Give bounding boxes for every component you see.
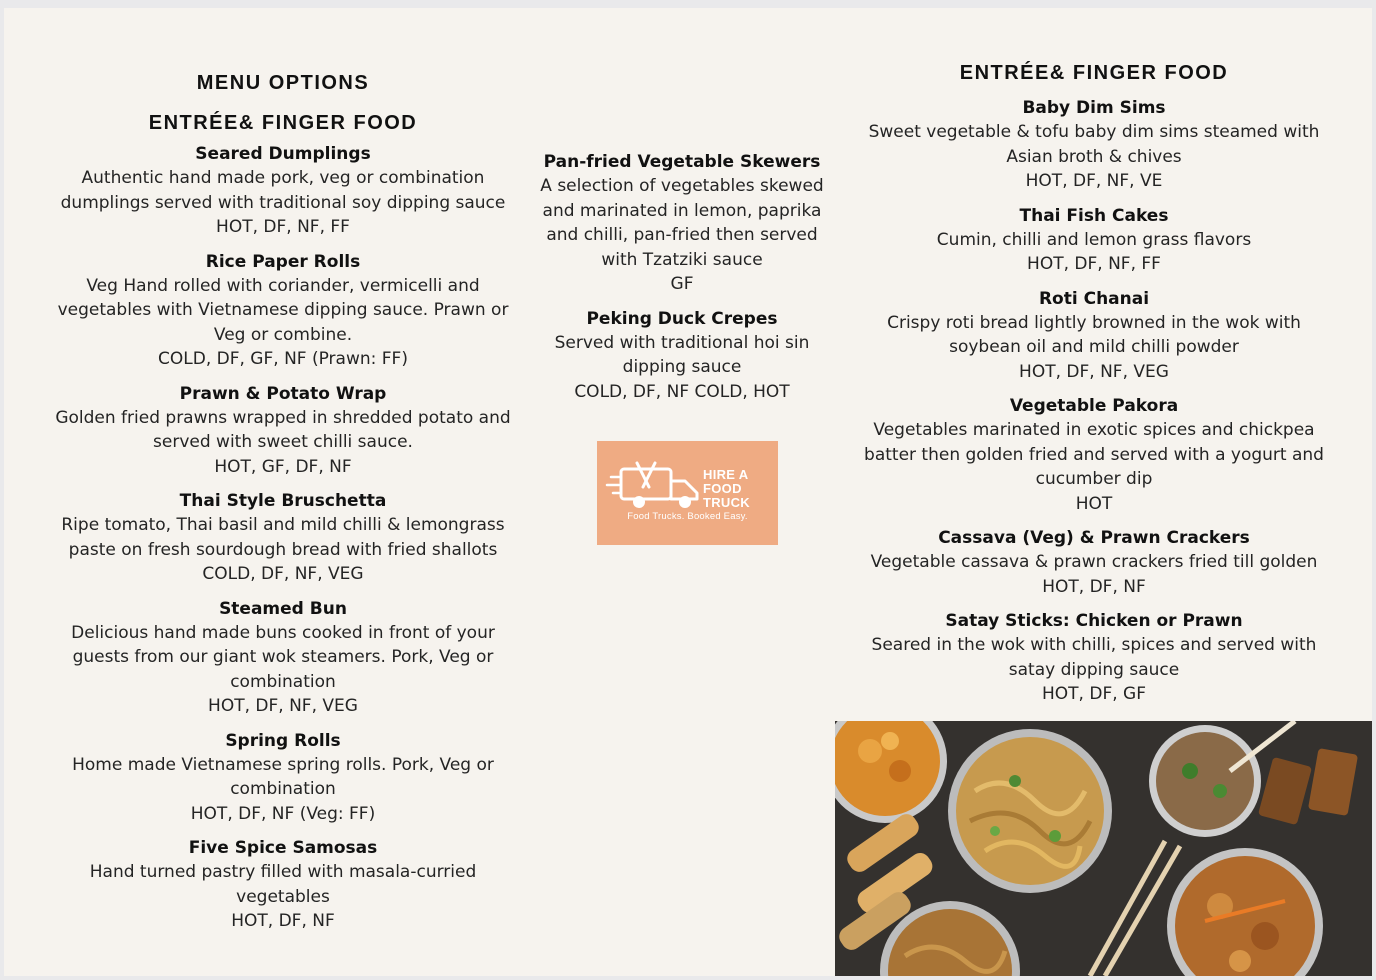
item-tags: HOT, DF, NF (Veg: FF) bbox=[190, 803, 376, 824]
menu-item bbox=[856, 204, 1332, 277]
item-tags: HOT bbox=[1075, 493, 1113, 514]
item-tags: COLD, DF, NF, VEG bbox=[202, 564, 364, 584]
item-name: Prawn & Potato Wrap bbox=[179, 383, 387, 404]
item-description: Sweet vegetable & tofu baby dim sims steamed with Asian broth & chives bbox=[868, 122, 1320, 167]
menu-item bbox=[48, 382, 518, 480]
food-platter-image bbox=[835, 721, 1372, 976]
menu-title: MENU OPTIONS bbox=[196, 72, 370, 94]
logo-line-2: FOOD bbox=[703, 481, 742, 496]
food-truck-icon bbox=[597, 441, 778, 545]
item-tags: HOT, DF, NF, VE bbox=[1025, 171, 1163, 191]
hire-a-food-truck-logo bbox=[597, 441, 778, 545]
item-tags: COLD, DF, NF COLD, HOT bbox=[574, 381, 790, 402]
item-name: Rice Paper Rolls bbox=[205, 251, 361, 272]
menu-item bbox=[532, 307, 832, 405]
menu-item bbox=[856, 96, 1332, 194]
menu-item bbox=[48, 836, 518, 934]
right-column bbox=[856, 60, 1332, 717]
item-name: Satay Sticks: Chicken or Prawn bbox=[945, 611, 1243, 631]
item-description: Seared in the wok with chilli, spices and served with satay dipping sauce bbox=[871, 635, 1317, 680]
item-name: Roti Chanai bbox=[1038, 288, 1150, 309]
item-tags: HOT, DF, NF bbox=[1042, 576, 1146, 597]
logo-tagline: Food Trucks. Booked Easy. bbox=[627, 511, 748, 522]
menu-item bbox=[856, 609, 1332, 707]
item-description: Ripe tomato, Thai basil and mild chilli & lemongrass paste on fresh sourdough bread with fried shallots bbox=[61, 515, 505, 560]
item-description: Home made Vietnamese spring rolls. Pork, Veg or combination bbox=[72, 754, 494, 799]
item-tags: GF bbox=[670, 274, 694, 294]
item-name: Vegetable Pakora bbox=[1009, 396, 1179, 416]
menu-page bbox=[4, 8, 1372, 976]
item-tags: HOT, DF, NF, VEG bbox=[1019, 361, 1169, 382]
item-name: Seared Dumplings bbox=[195, 144, 371, 164]
item-description: A selection of vegetables skewed and marinated in lemon, paprika and chilli, pan-fried then served with Tzatziki sauce bbox=[540, 176, 824, 270]
item-description: Vegetable cassava & prawn crackers fried till golden bbox=[870, 552, 1318, 572]
item-tags: HOT, DF, GF bbox=[1042, 684, 1146, 704]
menu-item bbox=[48, 729, 518, 827]
menu-item bbox=[856, 526, 1332, 599]
item-name: Five Spice Samosas bbox=[188, 838, 378, 858]
item-description: Vegetables marinated in exotic spices and chickpea batter then golden fried and served with a yogurt and cucumber dip bbox=[864, 420, 1324, 489]
menu-item bbox=[48, 489, 518, 587]
item-description: Cumin, chilli and lemon grass flavors bbox=[936, 229, 1252, 250]
item-tags: HOT, GF, DF, NF bbox=[214, 456, 352, 477]
logo-line-3: TRUCK bbox=[703, 495, 750, 510]
left-column bbox=[48, 70, 518, 944]
item-name: Thai Style Bruschetta bbox=[179, 491, 387, 511]
item-tags: HOT, DF, NF, FF bbox=[1027, 254, 1161, 274]
menu-item bbox=[48, 250, 518, 372]
item-description: Hand turned pastry filled with masala-curried vegetables bbox=[89, 862, 477, 907]
item-description: Golden fried prawns wrapped in shredded potato and served with sweet chilli sauce. bbox=[55, 407, 511, 452]
item-name: Peking Duck Crepes bbox=[586, 308, 778, 329]
menu-item bbox=[856, 287, 1332, 385]
item-name: Baby Dim Sims bbox=[1022, 98, 1166, 118]
menu-item bbox=[532, 150, 832, 297]
item-name: Thai Fish Cakes bbox=[1019, 205, 1169, 226]
item-description: Authentic hand made pork, veg or combination dumplings served with traditional soy dipping sauce bbox=[60, 168, 506, 213]
section-heading-left: ENTRÉE& FINGER FOOD bbox=[148, 112, 418, 134]
item-tags: HOT, DF, NF, VEG bbox=[208, 696, 358, 716]
item-tags: COLD, DF, GF, NF (Prawn: FF) bbox=[158, 349, 408, 369]
item-name: Steamed Bun bbox=[219, 598, 347, 619]
menu-item bbox=[856, 394, 1332, 516]
item-name: Spring Rolls bbox=[225, 730, 341, 751]
menu-item bbox=[48, 142, 518, 240]
logo-text bbox=[703, 468, 750, 510]
item-description: Veg Hand rolled with coriander, vermicelli and vegetables with Vietnamese dipping sauce. Prawn or Veg or combine. bbox=[57, 275, 509, 345]
item-tags: HOT, DF, NF bbox=[231, 911, 335, 931]
logo-line-1: HIRE A bbox=[703, 467, 749, 482]
item-description: Served with traditional hoi sin dipping sauce bbox=[554, 332, 810, 377]
item-name: Pan-fried Vegetable Skewers bbox=[543, 152, 821, 172]
item-name: Cassava (Veg) & Prawn Crackers bbox=[938, 528, 1250, 548]
middle-column bbox=[532, 150, 832, 414]
item-tags: HOT, DF, NF, FF bbox=[216, 217, 350, 237]
food-photo bbox=[835, 721, 1372, 976]
item-description: Delicious hand made buns cooked in front of your guests from our giant wok steamers. Pork, Veg or combination bbox=[71, 622, 495, 692]
item-description: Crispy roti bread lightly browned in the wok with soybean oil and mild chilli powder bbox=[887, 312, 1301, 357]
section-heading-right: ENTRÉE& FINGER FOOD bbox=[959, 62, 1229, 84]
menu-item bbox=[48, 597, 518, 719]
